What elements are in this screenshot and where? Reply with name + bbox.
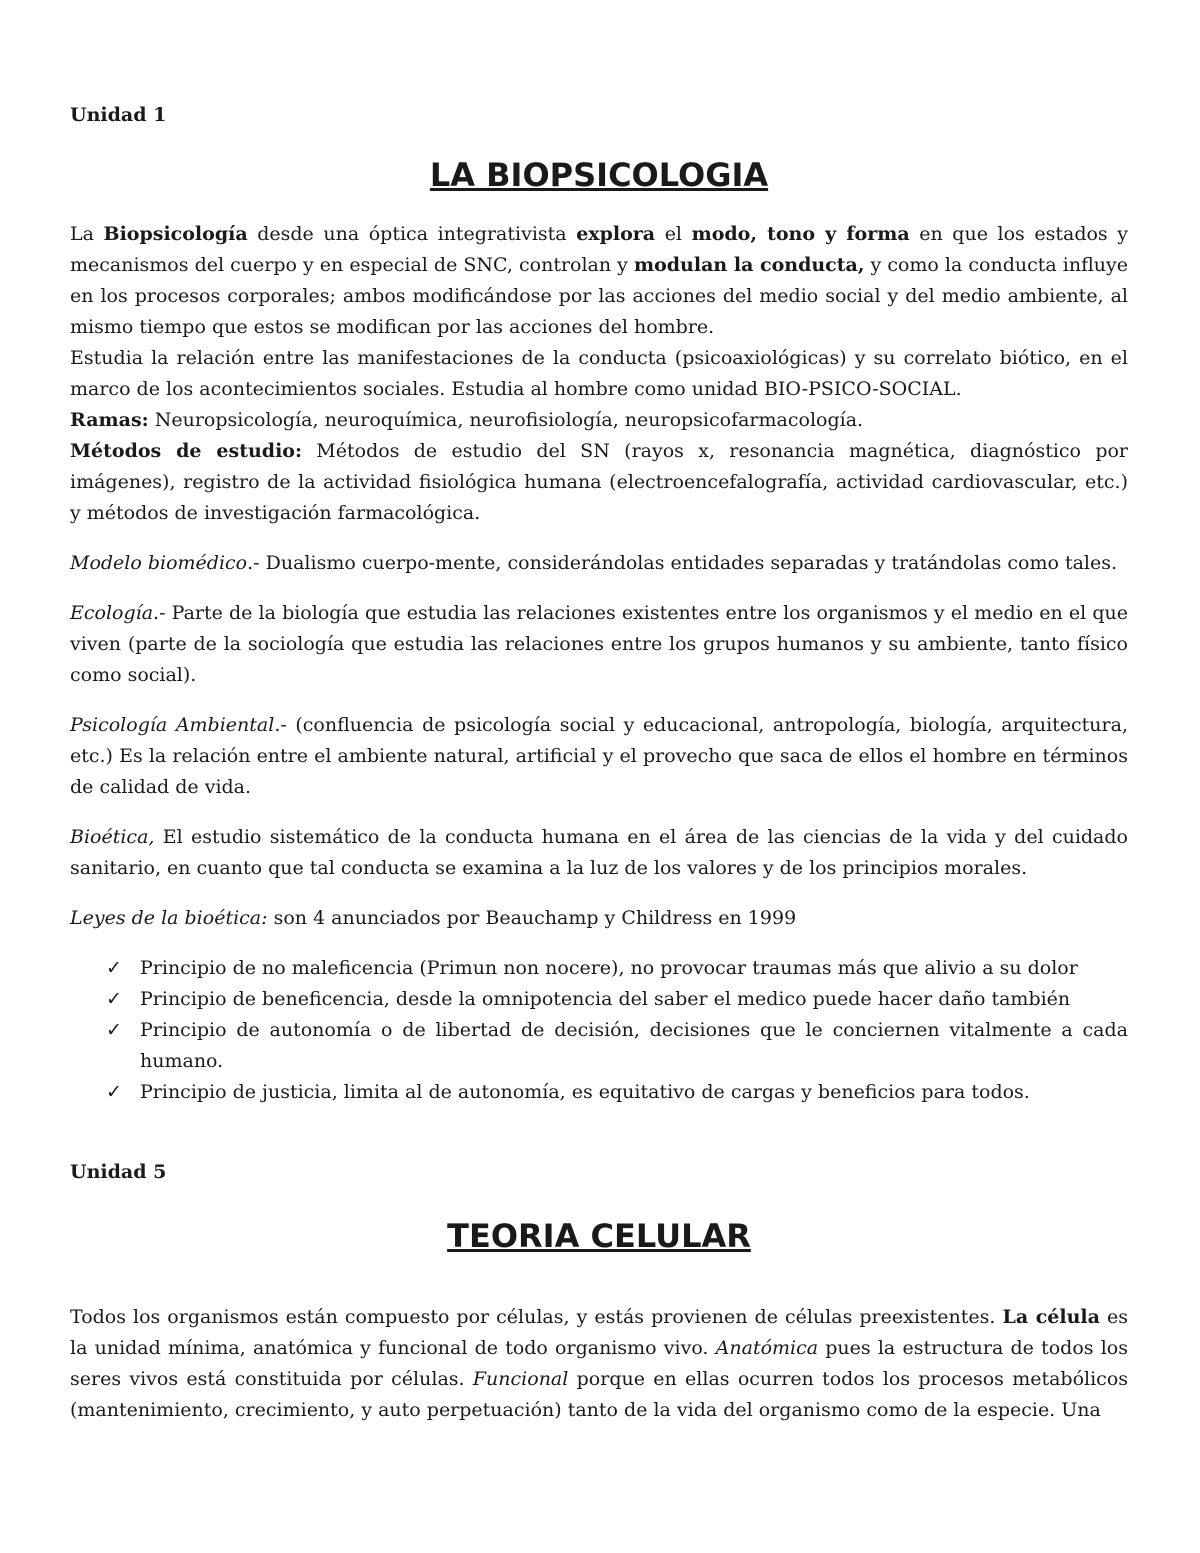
list-item-text: Principio de no maleficencia (Primun non nocere), no provocar traumas más que alivio a su dolor <box>140 957 1078 979</box>
list-item-text: Principio de justicia, limita al de autonomía, es equitativo de cargas y beneficios para todos. <box>140 1081 1030 1103</box>
text-span: Todos los organismos están compuesto por células, y estás provienen de células preexistentes. <box>70 1306 1003 1328</box>
teoria-celular-paragraph <box>70 1302 1128 1426</box>
unit-1-label: Unidad 1 <box>70 104 167 126</box>
ecologia-text: .- Parte de la biología que estudia las relaciones existentes entre los organismos y el medio en el que viven (parte de la sociología que estudia las relaciones entre los grupos humanos y su ambiente, tanto físico como social). <box>70 602 1128 686</box>
text-span: y como la conducta influye en los procesos corporales; ambos modificándose por las acciones del medio social y del medio ambiente, al mismo tiempo que estos se modifican por las acciones del hombre. <box>70 254 1128 338</box>
bold-term: La célula <box>1002 1306 1100 1328</box>
ecologia-paragraph <box>70 598 1128 691</box>
leyes-text: son 4 anunciados por Beauchamp y Childress en 1999 <box>267 907 797 929</box>
list-item-text: Principio de beneficencia, desde la omnipotencia del saber el medico puede hacer daño también <box>140 988 1071 1010</box>
metodos-text: Métodos de estudio del SN (rayos x, resonancia magnética, diagnóstico por imágenes), registro de la actividad fisiológica humana (electroencefalografía, actividad cardiovascular, etc.) y métodos de investigación farmacológica. <box>70 440 1128 524</box>
ramas-text: Neuropsicología, neuroquímica, neurofisiología, neuropsicofarmacología. <box>148 409 864 431</box>
bold-term: modo, tono y forma <box>691 223 910 245</box>
italic-term: Funcional <box>472 1368 569 1390</box>
biopsicologia-paragraph <box>70 219 1128 343</box>
bioetica-text: El estudio sistemático de la conducta humana en el área de las ciencias de la vida y del cuidado sanitario, en cuanto que tal conducta se examina a la luz de los valores y de los principios morales. <box>70 826 1128 879</box>
modelo-text: .- Dualismo cuerpo-mente, considerándolas entidades separadas y tratándolas como tales. <box>247 552 1118 574</box>
text-span: el <box>655 223 692 245</box>
checkmark-icon: ✓ <box>106 957 122 979</box>
leyes-term: Leyes de la bioética: <box>70 907 268 929</box>
unit-5-title: TEORIA CELULAR <box>447 1217 751 1255</box>
checkmark-icon: ✓ <box>106 1081 122 1103</box>
list-item <box>106 1015 1128 1077</box>
list-item <box>106 984 1128 1015</box>
italic-term: Anatómica <box>715 1337 819 1359</box>
bioetica-term: Bioética, <box>70 826 155 848</box>
leyes-paragraph <box>70 903 1128 934</box>
unit-1-title: LA BIOPSICOLOGIA <box>429 156 769 194</box>
text-span: porque en ellas ocurren todos los procesos metabólicos (mantenimiento, crecimiento, y auto perpetuación) tanto de la vida del organismo como de la especie. Una <box>70 1368 1129 1421</box>
modelo-biomedico-paragraph <box>70 548 1128 579</box>
text-span: La <box>70 223 104 245</box>
text-span: es la unidad mínima, anatómica y funcional de todo organismo vivo. <box>70 1306 1128 1359</box>
psicologia-ambiental-paragraph <box>70 710 1128 803</box>
bioetica-paragraph <box>70 822 1128 884</box>
text-span: pues la estructura de todos los seres vivos está constituida por células. <box>70 1337 1128 1390</box>
ecologia-term: Ecología <box>70 602 154 624</box>
list-item-text: Principio de autonomía o de libertad de decisión, decisiones que le conciernen vitalmente a cada humano. <box>140 1019 1128 1072</box>
list-item <box>106 1077 1128 1108</box>
modelo-term: Modelo biomédico <box>70 552 248 574</box>
ramas-paragraph <box>70 405 1128 436</box>
psicologia-term: Psicología Ambiental <box>70 714 275 736</box>
metodos-paragraph <box>70 436 1128 529</box>
list-item <box>106 953 1128 984</box>
ramas-label: Ramas: <box>70 409 149 431</box>
estudia-paragraph: Estudia la relación entre las manifestaciones de la conducta (psicoaxiológicas) y su correlato biótico, en el marco de los acontecimientos sociales. Estudia al hombre como unidad BIO-PSICO-SOCIAL. <box>70 347 1128 400</box>
principles-list <box>70 953 1128 1108</box>
unit-5-label: Unidad 5 <box>70 1161 167 1183</box>
metodos-label: Métodos de estudio: <box>70 440 302 462</box>
checkmark-icon: ✓ <box>106 1019 122 1041</box>
bold-term: Biopsicología <box>103 223 248 245</box>
psicologia-text: .- (confluencia de psicología social y educacional, antropología, biología, arquitectura, etc.) Es la relación entre el ambiente natural, artificial y el provecho que saca de ellos el hombre en términos de calidad de vida. <box>70 714 1128 798</box>
checkmark-icon: ✓ <box>106 988 122 1010</box>
bold-term: modulan la conducta, <box>634 254 865 276</box>
bold-term: explora <box>576 223 656 245</box>
text-span: en que los estados y mecanismos del cuerpo y en especial de SNC, controlan y <box>70 223 1128 276</box>
text-span: desde una óptica integrativista <box>247 223 577 245</box>
